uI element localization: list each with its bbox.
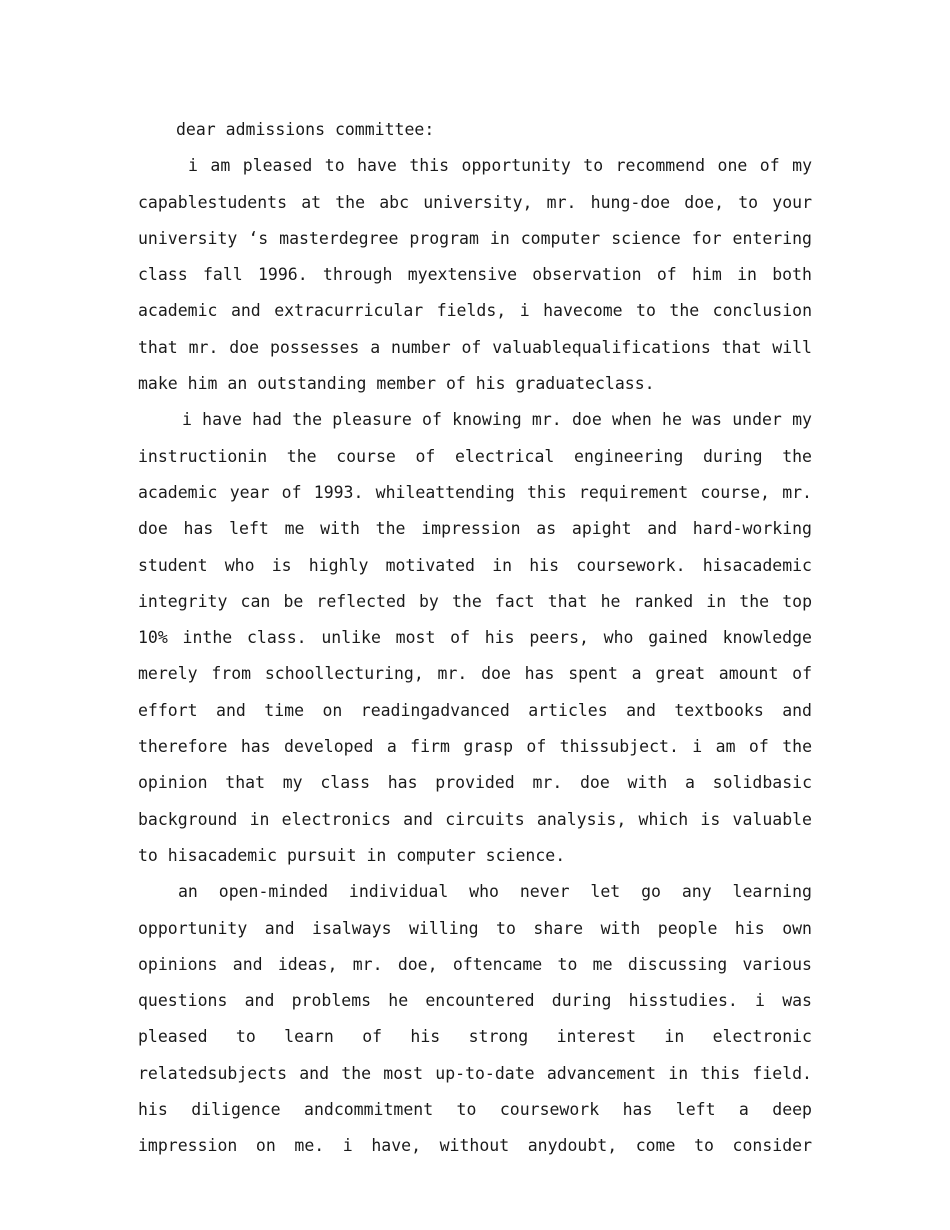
recommendation-letter — [138, 112, 812, 1165]
salutation: dear admissions committee: — [176, 120, 435, 139]
paragraph-personal-qualities: an open-minded individual who never let go any learning opportunity and isalways willing to share with people his own opinions and ideas, mr. doe, oftencame to me discussing various questions and problems he encountered during hisstudies. i was pleased to learn of his strong interest in electronic relatedsubjects and the most up-to-date advancement in this field. his diligence andcommitment to coursework has left a deep impression on me. i have, without anydoubt, come to consider — [138, 882, 812, 1156]
paragraph-introduction: i am pleased to have this opportunity to recommend one of my capablestudents at the abc university, mr. hung-doe doe, to your university ‘s masterdegree program in computer science for entering class fall 1996. through myextensive observation of him in both academic and extracurricular fields, i havecome to the conclusion that mr. doe possesses a number of valuablequalifications that will make him an outstanding member of his graduateclass. — [138, 156, 812, 394]
paragraph-academic-background: i have had the pleasure of knowing mr. doe when he was under my instructionin the course of electrical engineering during the academic year of 1993. whileattending this requirement course, mr. doe has left me with the impression as apight and hard-working student who is highly motivated in his coursework. hisacademic integrity can be reflected by the fact that he ranked in the top 10% inthe class. unlike most of his peers, who gained knowledge merely from schoollecturing, mr. doe has spent a great amount of effort and time on readingadvanced articles and textbooks and therefore has developed a firm grasp of thissubject. i am of the opinion that my class has provided mr. doe with a solidbasic background in electronics and circuits analysis, which is valuable to hisacademic pursuit in computer science. — [138, 410, 812, 865]
